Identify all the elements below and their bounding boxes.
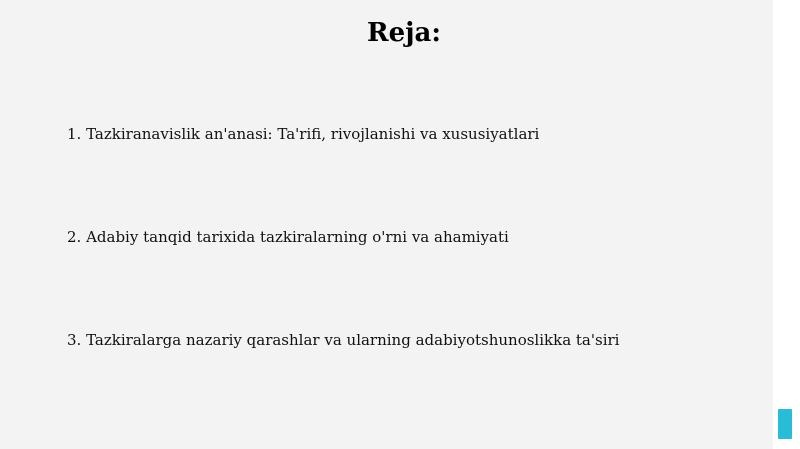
plan-item: 2. Adabiy tanqid tarixida tazkiralarning o'rni va ahamiyati	[67, 228, 509, 246]
scrollbar-thumb[interactable]	[778, 409, 792, 439]
slide-title: Reja:	[366, 18, 441, 48]
scrollbar-track[interactable]	[773, 0, 800, 449]
plan-item: 1. Tazkiranavislik an'anasi: Ta'rifi, rivojlanishi va xususiyatlari	[67, 125, 540, 143]
plan-item: 3. Tazkiralarga nazariy qarashlar va ularning adabiyotshunoslikka ta'siri	[67, 331, 620, 349]
